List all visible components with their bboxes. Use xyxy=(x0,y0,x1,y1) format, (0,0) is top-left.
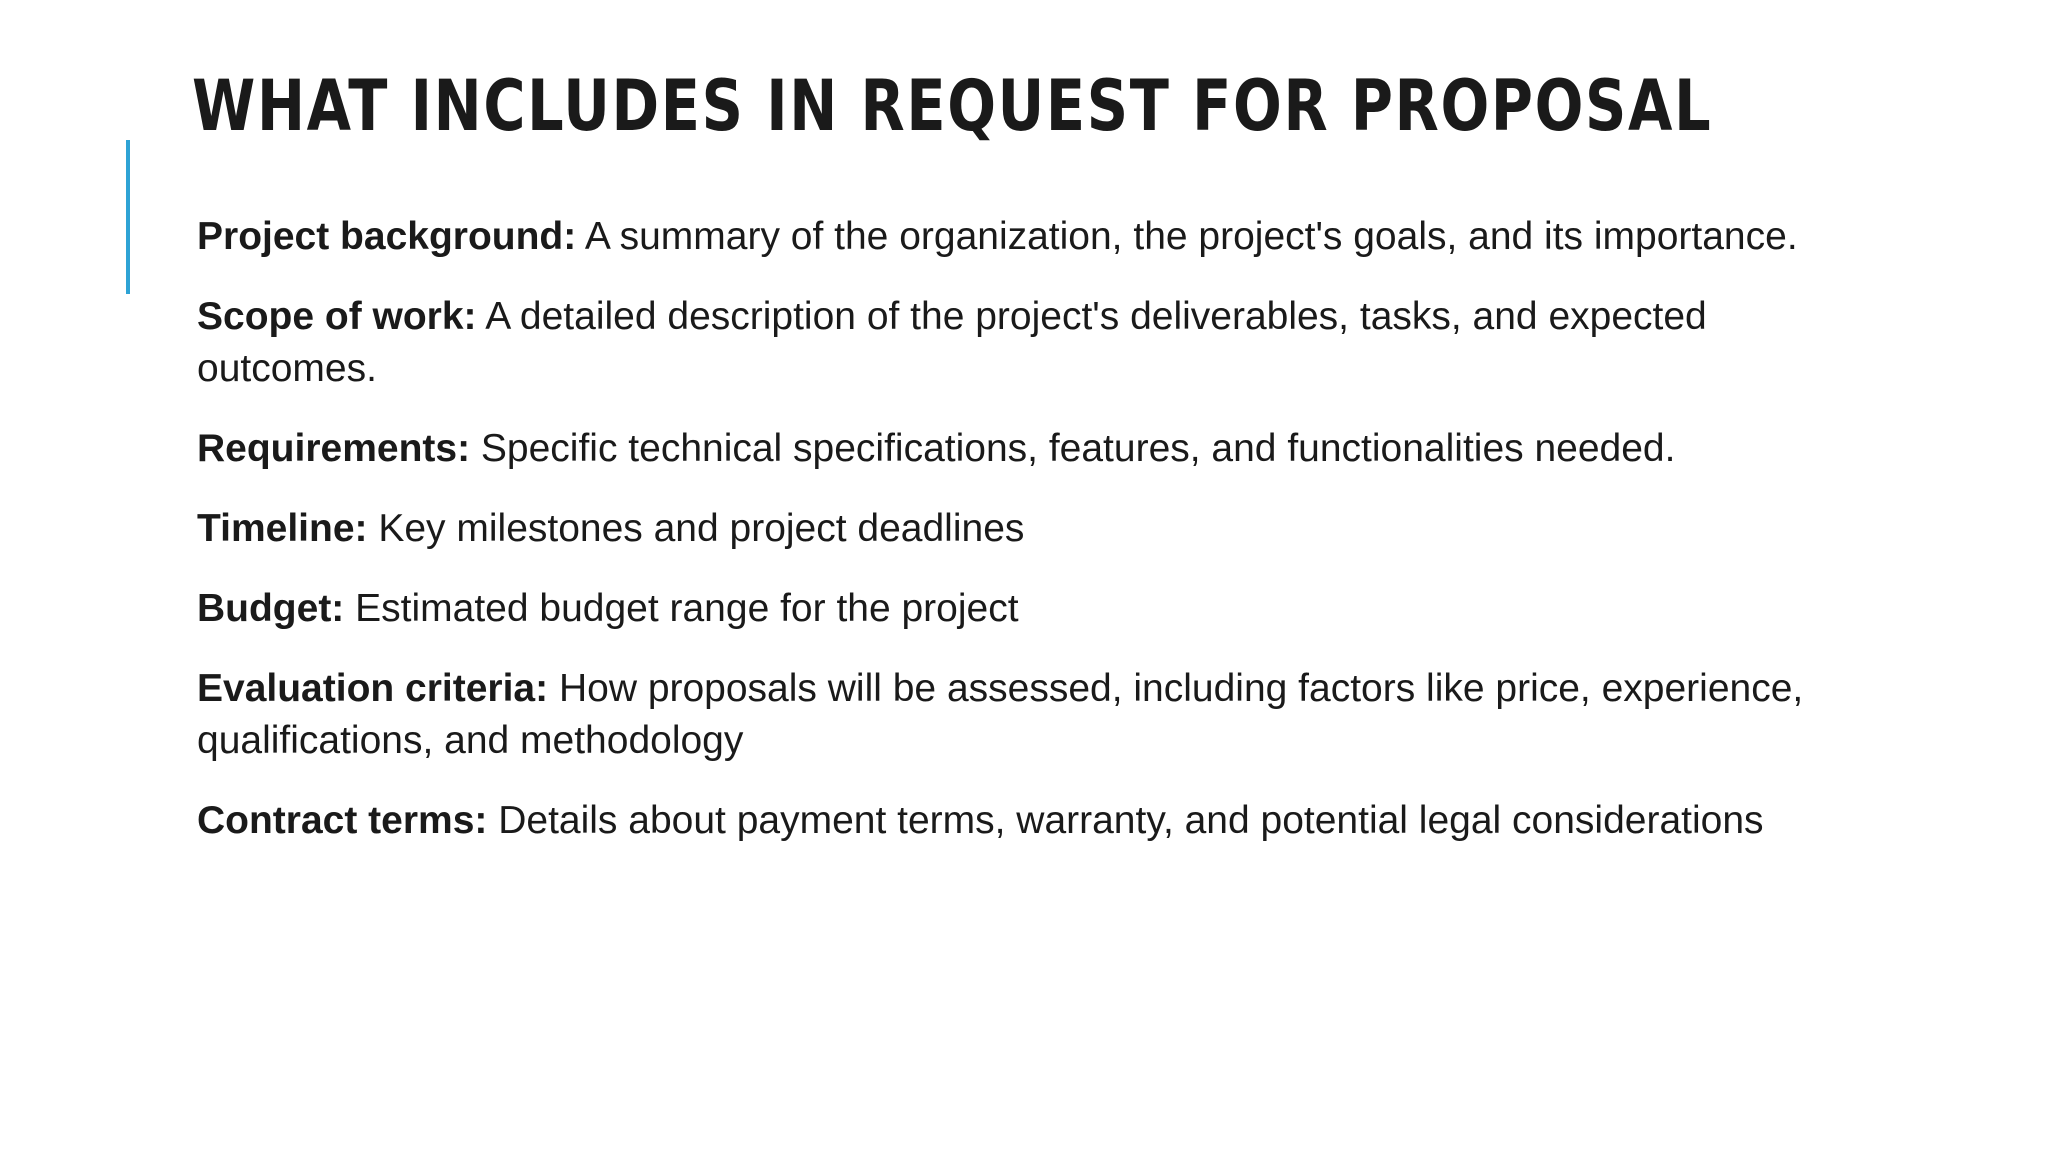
list-item-requirements xyxy=(197,423,1857,475)
slide-body xyxy=(197,211,1857,875)
item-term: Evaluation criteria: xyxy=(197,667,549,710)
item-text: Estimated budget range for the project xyxy=(344,587,1019,630)
list-item-budget xyxy=(197,583,1857,635)
item-text: Details about payment terms, warranty, and potential legal considerations xyxy=(487,799,1764,842)
item-text: A detailed description of the project's deliverables, tasks, and expected outcomes. xyxy=(197,295,1707,390)
list-item-timeline xyxy=(197,503,1857,555)
list-item-evaluation-criteria xyxy=(197,663,1857,767)
item-term: Budget: xyxy=(197,587,345,630)
item-text: Specific technical specifications, features, and functionalities needed. xyxy=(470,427,1676,470)
item-term: Project background: xyxy=(197,215,577,258)
title-accent-bar xyxy=(126,140,130,294)
item-text: Key milestones and project deadlines xyxy=(367,507,1025,550)
slide-title: WHAT INCLUDES IN REQUEST FOR PROPOSAL xyxy=(192,65,1713,147)
list-item-project-background xyxy=(197,211,1857,263)
item-text: How proposals will be assessed, including factors like price, experience, qualifications, and methodology xyxy=(197,667,1804,762)
list-item-contract-terms xyxy=(197,795,1857,847)
item-term: Scope of work: xyxy=(197,295,477,338)
item-term: Timeline: xyxy=(197,507,368,550)
list-item-scope-of-work xyxy=(197,291,1857,395)
item-term: Requirements: xyxy=(197,427,471,470)
item-text: A summary of the organization, the project's goals, and its importance. xyxy=(576,215,1798,258)
item-term: Contract terms: xyxy=(197,799,488,842)
